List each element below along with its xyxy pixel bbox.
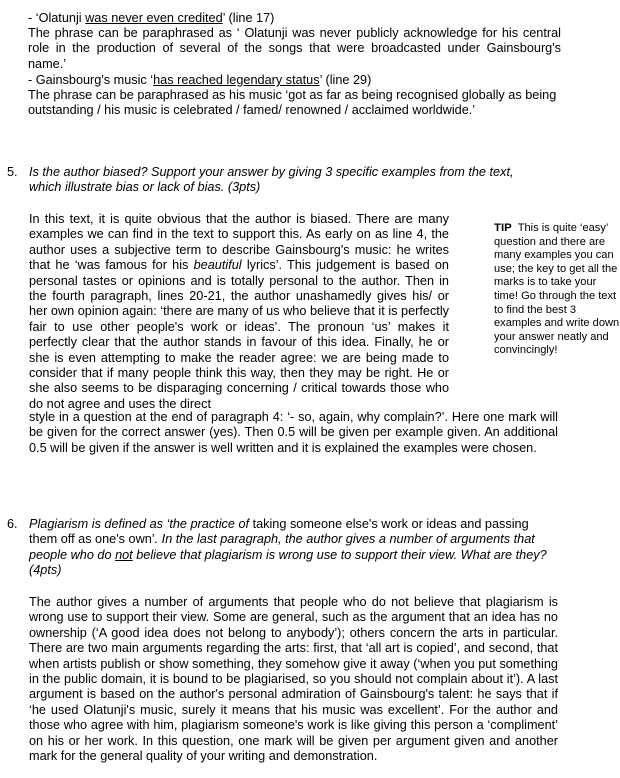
question-5-number: 5. — [7, 165, 18, 179]
answer-6: The author gives a number of arguments that people who do not believe that plagiarism is wrong use to support their view. Some are general, such as the argument that an idea has no ownership (‘A good idea does not belong to anybody’); others concern the arts in particular. There are two main arguments regarding the arts: first, that ‘all art is copied’, and second, that when artists publish or show something, they somehow give it away (‘when you put something in the public domain, it is bound to be plagiarised, so you should not complain about it’). A last argument is based on the author's personal admiration of Gainsbourg's talent: he says that if ‘he used Olatunji's music, surely it means that his music was excellent’. For the author and those who agree with him, plagiarism someone's work is like giving this person a ‘compliment’ on his or her work. In this question, one mark will be given per argument given and another mark for the general quality of your writing and demonstration. — [29, 595, 558, 764]
item-2-quote: has reached legendary status — [153, 73, 320, 87]
answer-5-main: In this text, it is quite obvious that the author is biased. There are many examples we can find in the text to support this. As early on as line 4, the author uses a subjective term to describe Gainsbourg's music: he writes that he ‘was famous for his beautiful lyrics’. This judgement is based on personal tastes or opinions and is totally personal to the author. Then in the fourth paragraph, lines 20-21, the author unashamedly gives his/ or her own opinion again: ‘there are many of us who believe that it is perfectly fair to use other people's work or ideas’. The pronoun ‘us’ makes it perfectly clear that the author stands in favour of this idea. Finally, he or she is even attempting to make the reader agree: we are being made to consider that if many people think this way, then they may be right. He or she also seems to be disparaging concerning / critical towards those who do not agree and uses the direct — [29, 212, 449, 411]
tip-label: TIP — [494, 222, 512, 234]
answer-5-continued: style in a question at the end of paragraph 4: ‘- so, again, why complain?’. Here one mark will be given for the correct answer (yes). Then 0.5 will be given per example given. An additional 0.5 will be given if the answer is well written and it is explained the examples were chosen. — [29, 410, 558, 455]
question-6-number: 6. — [7, 517, 18, 531]
question-5-text: Is the author biased? Support your answer by giving 3 specific examples from the text, which illustrate bias or lack of bias. (3pts) — [29, 165, 514, 195]
item-2-body: The phrase can be paraphrased as his music ‘got as far as being recognised globally as being outstanding / his music is celebrated / famed/ renowned / acclaimed worldwide.’ — [28, 88, 557, 118]
answer-5-italic-word: beautiful — [193, 258, 242, 273]
question-6-text: Plagiarism is defined as ‘the practice of taking someone else's work or ideas and passing them off as one's own’. In the last paragraph, the author gives a number of arguments that people who do not believe that plagiarism is wrong use to support their view. What are they? (4pts) — [29, 517, 547, 578]
item-2-heading: - Gainsbourg's music ‘has reached legendary status’ (line 29) — [28, 73, 372, 87]
item-1-quote: was never even credited — [85, 11, 223, 25]
tip-text: This is quite ‘easy’ question and there are many examples you can use; the key to get all the marks is to take your time! Go through the text to find the best 3 examples and write down your answer neatly and convincingly! — [494, 222, 620, 357]
item-1-heading: - ‘Olatunji was never even credited’ (line 17) — [28, 11, 275, 25]
item-1-body: The phrase can be paraphrased as ‘ Olatunji was never publicly acknowledge for his central role in the production of several of the songs that were broadcasted under Gainsbourg's name.’ — [28, 26, 561, 71]
tip-box — [494, 222, 620, 358]
